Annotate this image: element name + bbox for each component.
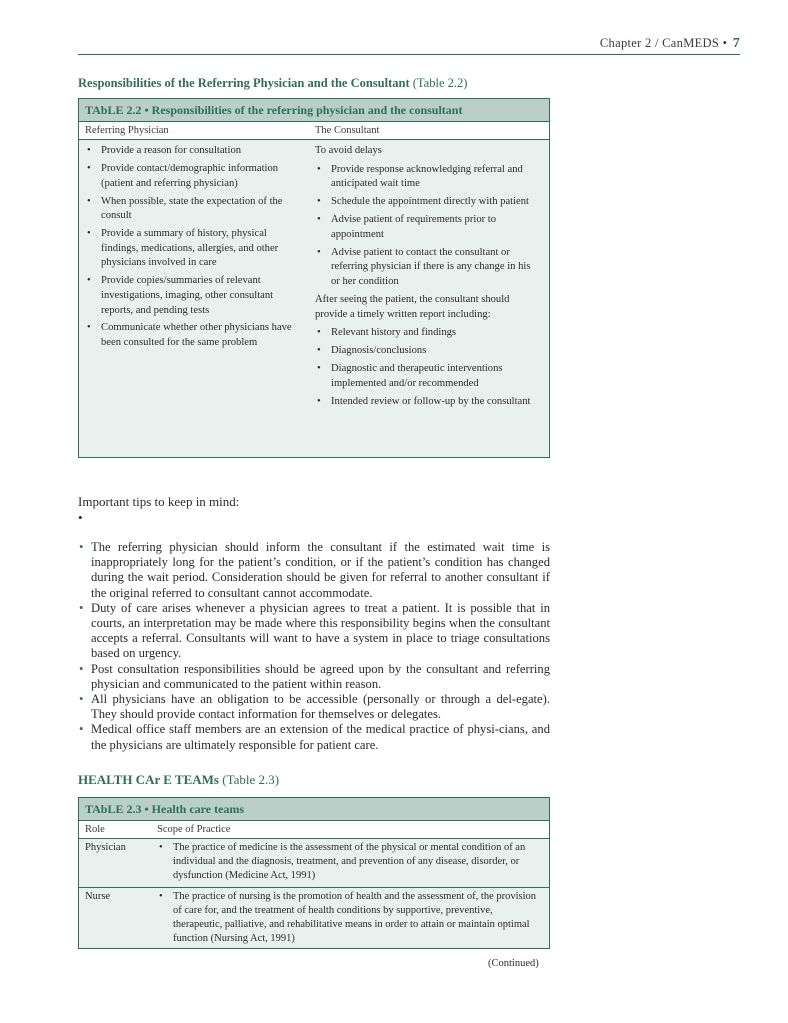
section-heading-health-care-teams	[78, 772, 279, 788]
tip-item: • Duty of care arises whenever a physician agrees to treat a patient. It is possible that in courts, an interpretation may be made where this responsibility begins when the consultant accepts a referral. Consultants will want to have a system in place to triage consultations based on urgency.	[78, 601, 550, 662]
running-head	[600, 36, 740, 52]
section-heading-responsibilities	[78, 76, 467, 91]
scope-cell	[157, 888, 547, 950]
tips-empty-bullet: •	[78, 510, 83, 525]
table-header-row	[79, 821, 549, 839]
table-caption: TAbLE 2.2 • Responsibilities of the referring physician and the consultant	[79, 99, 549, 122]
tips-label: Important tips to keep in mind:	[78, 494, 240, 509]
col-header-scope: Scope of Practice	[157, 824, 231, 835]
list-item: • Provide copies/summaries of relevant investigations, imaging, other consultant reports, and pending tests	[85, 274, 305, 318]
consultant-list-b	[315, 326, 541, 409]
table-header-row	[79, 122, 549, 140]
header-rule	[78, 54, 740, 55]
role-cell: Physician	[85, 842, 126, 853]
tips-list-container	[78, 540, 550, 753]
list-item: • Advise patient of requirements prior to appointment	[315, 213, 541, 242]
role-cell: Nurse	[85, 890, 111, 902]
table-2-2	[78, 98, 550, 458]
consultant-intro: To avoid delays	[315, 145, 382, 156]
table-2-3	[78, 797, 550, 949]
table-body	[79, 140, 549, 413]
consultant-mid: After seeing the patient, the consultant should provide a timely written report including:	[315, 293, 510, 320]
list-item: • Intended review or follow-up by the consultant	[315, 395, 541, 410]
list-item: • Advise patient to contact the consultant or referring physician if there is any change in his or her condition	[315, 246, 541, 290]
scope-cell	[157, 839, 547, 887]
referring-column	[79, 144, 313, 413]
consultant-list-a	[315, 163, 541, 290]
tip-item: • Medical office staff members are an extension of the medical practice of physi-cians, and the physicians are ultimately responsible for patient care.	[78, 722, 550, 752]
tip-item: • All physicians have an obligation to be accessible (personally or through a del-egate). They should provide contact information for themselves or delegates.	[78, 692, 550, 722]
col-header-referring: Referring Physician	[85, 125, 169, 136]
section-heading-ref: (Table 2.2)	[412, 76, 468, 90]
col-header-role: Role	[85, 824, 105, 835]
list-item: • When possible, state the expectation of the consult	[85, 195, 305, 224]
list-item: • Communicate whether other physicians have been consulted for the same problem	[85, 321, 305, 350]
section-heading-text: HEALTH CAr E TEAMs	[78, 772, 219, 787]
col-header-consultant: The Consultant	[315, 125, 380, 136]
scope-text: • The practice of medicine is the assessment of the physical or mental condition of an individual and the diagnosis, treatment, and prevention of any disease, disorder, or dysfunction (Medicine Act, 1991)	[157, 841, 539, 884]
scope-text: • The practice of nursing is the promotion of health and the assessment of, the provision of care for, and the treatment of health conditions by supportive, preventive, therapeutic, palliative, and rehabilitative means in order to attain or maintain optimal function (Nursing Act, 1991)	[157, 890, 539, 947]
section-heading-text: Responsibilities of the Referring Physician and the Consultant	[78, 76, 410, 90]
list-item: • Provide contact/demographic information (patient and referring physician)	[85, 162, 305, 191]
consultant-column	[313, 144, 549, 413]
continued-note: (Continued)	[488, 958, 539, 969]
section-heading-ref: (Table 2.3)	[222, 772, 280, 787]
tips-list	[78, 540, 550, 753]
list-item: • Provide a reason for consultation	[85, 144, 305, 159]
table-rows	[79, 839, 549, 949]
table-row	[79, 888, 549, 950]
table-row	[79, 839, 549, 888]
tip-item: • The referring physician should inform the consultant if the estimated wait time is inappropriately long for the patient’s condition, or if the patient’s condition has changed during the wait period. Consideration should be given for referral to another consultant if the original referred to consultant cannot accommodate.	[78, 540, 550, 601]
list-item: • Relevant history and findings	[315, 326, 541, 341]
table-caption: TAbLE 2.3 • Health care teams	[79, 798, 549, 821]
list-item: • Diagnostic and therapeutic interventions implemented and/or recommended	[315, 362, 541, 391]
list-item: • Schedule the appointment directly with patient	[315, 195, 541, 210]
referring-list	[85, 144, 305, 351]
list-item: • Provide response acknowledging referral and anticipated wait time	[315, 163, 541, 192]
list-item: • Provide a summary of history, physical findings, medications, allergies, and other physicians involved in care	[85, 227, 305, 271]
running-head-text: Chapter 2 / CanMEDS •	[599, 36, 728, 50]
list-item: • Diagnosis/conclusions	[315, 344, 541, 359]
tip-item: • Post consultation responsibilities should be agreed upon by the consultant and referring physician and communicated to the patient within reason.	[78, 662, 550, 692]
page-number: 7	[732, 36, 740, 51]
